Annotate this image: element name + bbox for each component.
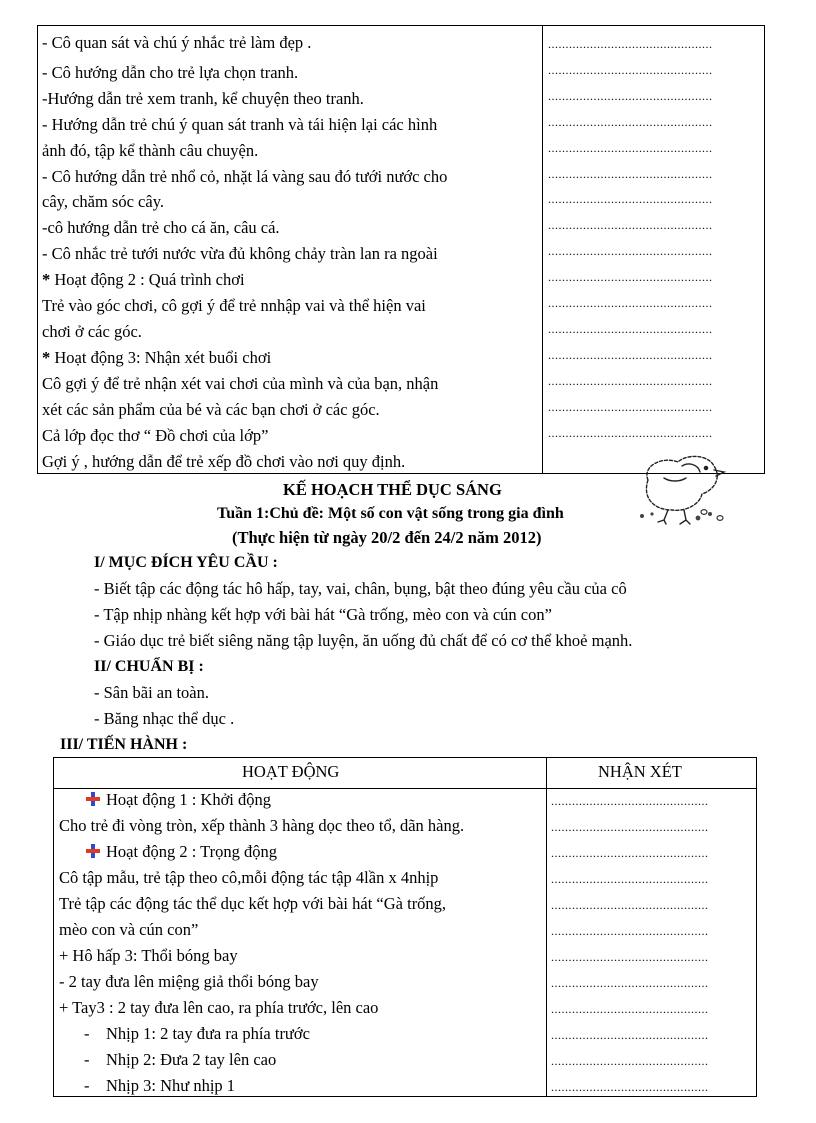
comment-dots: ............................................... — [548, 400, 713, 414]
table-row-text: Trẻ tập các động tác thể dục kết hợp với bài hát “Gà trống, — [59, 894, 447, 913]
comment-dots: ............................................... — [548, 218, 713, 232]
table-row-text: Cô gợi ý để trẻ nhận xét vai chơi của mình và của bạn, nhận — [42, 374, 439, 393]
table-row-text: Trẻ vào góc chơi, cô gợi ý để trẻ nnhập vai và thể hiện vai — [42, 296, 426, 315]
plan-subtitle: Tuần 1:Chủ đề: Một số con vật sống trong gia đình — [217, 505, 564, 522]
table-row-text: + Tay3 : 2 tay đưa lên cao, ra phía trước, lên cao — [59, 998, 379, 1017]
table-column-divider — [546, 758, 547, 1096]
comment-dots: ............................................... — [548, 115, 713, 129]
comment-dots: ............................................. — [551, 976, 709, 990]
table-row-text: -Hướng dẫn trẻ xem tranh, kể chuyện theo tranh. — [42, 89, 364, 108]
comment-dots: ............................................. — [551, 950, 709, 964]
comment-dots: ............................................... — [548, 167, 713, 181]
activity-heading-text: Hoạt động 2 : Trọng động — [106, 842, 277, 861]
table-row-text: ảnh đó, tập kể thành câu chuyện. — [42, 141, 259, 160]
table-row-text: -cô hướng dẫn trẻ cho cá ăn, câu cá. — [42, 218, 280, 237]
comment-dots: ............................................. — [551, 1054, 709, 1068]
table-row-text: - Nhịp 2: Đưa 2 tay lên cao — [84, 1050, 277, 1069]
activity-heading — [42, 348, 271, 368]
table-row-text: - Nhịp 1: 2 tay đưa ra phía trước — [84, 1024, 310, 1043]
table-row-text: + Hô hấp 3: Thổi bóng bay — [59, 946, 238, 965]
comment-dots: ............................................... — [548, 322, 713, 336]
comment-dots: ............................................. — [551, 1028, 709, 1042]
table-row-text: cây, chăm sóc cây. — [42, 192, 165, 211]
comment-dots: ............................................... — [548, 63, 713, 77]
comment-dots: ............................................. — [551, 898, 709, 912]
bullet-marker: * — [42, 270, 55, 289]
comment-dots: ............................................... — [548, 244, 713, 258]
table-row-text: Cho trẻ đi vòng tròn, xếp thành 3 hàng dọc theo tổ, dãn hàng. — [59, 816, 465, 835]
table-row-text: Cô tập mẫu, trẻ tập theo cô,mỗi động tác tập 4lần x 4nhịp — [59, 868, 439, 887]
activity-heading-text: Hoạt động 3: Nhận xét buổi chơi — [54, 348, 272, 367]
chick-icon — [628, 452, 738, 532]
activity-heading — [86, 842, 277, 862]
plan-title: KẾ HOẠCH THỂ DỤC SÁNG — [283, 480, 502, 499]
section-heading-preparation: II/ CHUẨN BỊ : — [94, 658, 204, 675]
table-header-divider — [54, 788, 756, 789]
table-row-text: - 2 tay đưa lên miệng giả thổi bóng bay — [59, 972, 319, 991]
column-header-activity: HOẠT ĐỘNG — [242, 762, 340, 781]
activity-heading-text: Hoạt động 1 : Khởi động — [106, 790, 272, 809]
table-column-divider — [542, 26, 543, 473]
table-row-text: - Cô hướng dẫn cho trẻ lựa chọn tranh. — [42, 63, 299, 82]
comment-dots: ............................................... — [548, 141, 713, 155]
comment-dots: ............................................... — [548, 296, 713, 310]
table-row-text: - Hướng dẫn trẻ chú ý quan sát tranh và tái hiện lại các hình — [42, 115, 438, 134]
plus-icon — [86, 792, 100, 806]
comment-dots: ............................................... — [548, 89, 713, 103]
preparation-item: - Sân bãi an toàn. — [94, 683, 210, 702]
comment-dots: ............................................... — [548, 374, 713, 388]
goal-item: - Giáo dục trẻ biết siêng năng tập luyện, ăn uống đủ chất để có cơ thể khoẻ mạnh. — [94, 631, 633, 650]
table-row-text: - Cô nhắc trẻ tưới nước vừa đủ không chảy tràn lan ra ngoài — [42, 244, 438, 263]
comment-dots: ............................................. — [551, 820, 709, 834]
section-heading-procedure: III/ TIẾN HÀNH : — [60, 736, 188, 753]
comment-dots: ............................................. — [551, 924, 709, 938]
preparation-item: - Băng nhạc thể dục . — [94, 709, 235, 728]
table-row-text: - Cô quan sát và chú ý nhắc trẻ làm đẹp . — [42, 33, 312, 52]
comment-dots: ............................................... — [548, 426, 713, 440]
table-row-text: Gợi ý , hướng dẫn để trẻ xếp đồ chơi vào nơi quy định. — [42, 452, 406, 471]
comment-dots: ............................................... — [548, 348, 713, 362]
comment-dots: ............................................. — [551, 846, 709, 860]
comment-dots: ............................................... — [548, 192, 713, 206]
bullet-marker: * — [42, 348, 55, 367]
plan-dates: (Thực hiện từ ngày 20/2 đến 24/2 năm 2012) — [232, 528, 542, 547]
section-heading-goals: I/ MỤC ĐÍCH YÊU CẦU : — [94, 554, 278, 571]
comment-dots: ............................................... — [548, 37, 713, 51]
goal-item: - Biết tập các động tác hô hấp, tay, vai, chân, bụng, bật theo đúng yêu cầu của cô — [94, 579, 627, 598]
comment-dots: ............................................. — [551, 1080, 709, 1094]
column-header-comment: NHẬN XÉT — [598, 762, 682, 781]
table-row-text: xét các sản phẩm của bé và các bạn chơi ở các góc. — [42, 400, 380, 419]
table-row-text: - Nhịp 3: Như nhịp 1 — [84, 1076, 236, 1095]
table-row-text: chơi ở các góc. — [42, 322, 142, 341]
comment-dots: ............................................. — [551, 1002, 709, 1016]
table-row-text: - Cô hướng dẫn trẻ nhổ cỏ, nhặt lá vàng sau đó tưới nước cho — [42, 167, 448, 186]
comment-dots: ............................................... — [548, 270, 713, 284]
plus-icon — [86, 844, 100, 858]
table-row-text: mèo con và cún con” — [59, 920, 199, 939]
table-row-text: Cả lớp đọc thơ “ Đồ chơi của lớp” — [42, 426, 269, 445]
goal-item: - Tập nhịp nhàng kết hợp với bài hát “Gà trống, mèo con và cún con” — [94, 605, 552, 624]
activity-heading — [86, 790, 271, 810]
comment-dots: ............................................. — [551, 872, 709, 886]
activity-heading-text: Hoạt động 2 : Quá trình chơi — [54, 270, 245, 289]
comment-dots: ............................................. — [551, 794, 709, 808]
activity-heading — [42, 270, 245, 290]
